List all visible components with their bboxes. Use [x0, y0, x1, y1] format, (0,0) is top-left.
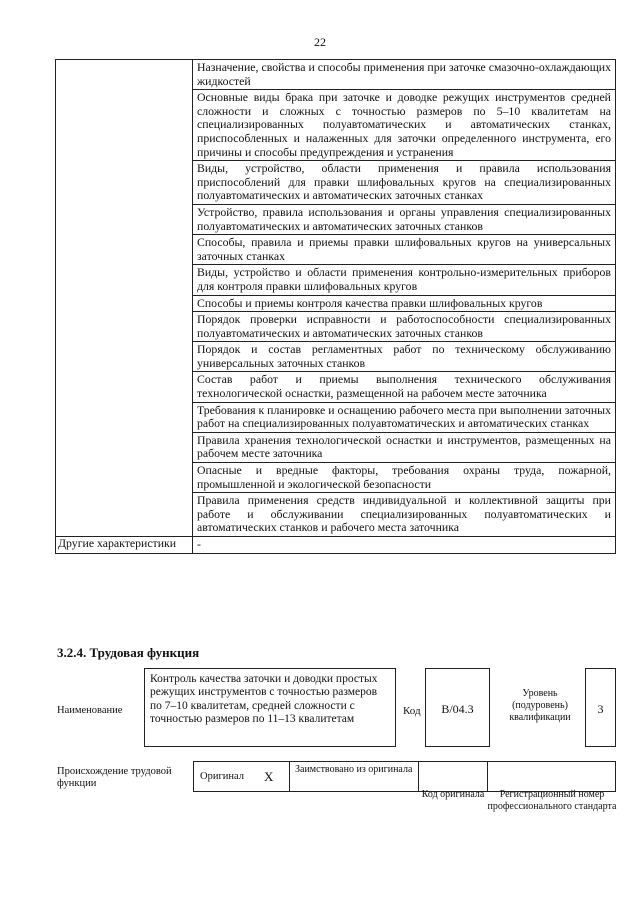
table-row [56, 60, 616, 90]
table-cell: Правила применения средств индивидуальной и коллективной защиты при работе и обслуживании специализированных полуавтоматических и автоматических станков и рабочего места заточника [193, 493, 616, 537]
name-label: Наименование [57, 705, 123, 716]
table-cell: Порядок и состав регламентных работ по техническому обслуживанию универсальных заточных станков [193, 342, 616, 372]
table-cell: Требования к планировке и оснащению рабочего места при выполнении заточных работ на специализированных полуавтоматических и автоматических станках [193, 402, 616, 432]
left-cell-empty [56, 60, 193, 537]
qualification-level-label: Уровень (подуровень) квалификации [509, 688, 571, 723]
table-cell: Опасные и вредные факторы, требования охраны труда, пожарной, промышленной и экологической безопасности [193, 463, 616, 493]
table-cell: Виды, устройство, области применения и правила использования приспособлений для правки шлифовальных кругов на специализированных полуавтоматических и автоматических заточных станках [193, 161, 616, 205]
table-cell: Порядок проверки исправности и работоспособности специализированных полуавтоматических и автоматических заточных станков [193, 312, 616, 342]
function-name-box: Контроль качества заточки и доводки простых режущих инструментов с точностью размеров по 7–10 квалитетам, средней сложности с точностью размеров по 11–13 квалитетам [144, 668, 396, 747]
code-value-box: B/04.3 [425, 668, 490, 747]
code-label: Код [403, 705, 421, 717]
requirements-table [55, 59, 616, 554]
table-cell: Основные виды брака при заточке и доводке режущих инструментов средней сложности и сложных с точностью размеров по 5–10 квалитетам на специализированных полуавтоматических и автоматических станках, приспособленных и налаженных для заточки определенного инструмента, его причины и способы предупреждения и устранения [193, 90, 616, 161]
section-title: 3.2.4. Трудовая функция [57, 645, 200, 660]
code-original-label: Код оригинала [421, 789, 485, 800]
original-label: Оригинал [200, 771, 244, 782]
reg-number-label: Регистрационный номер профессионального стандарта [487, 789, 617, 812]
table-cell: Виды, устройство и области применения контрольно-измерительных приборов для контроля правки шлифовальных кругов [193, 265, 616, 295]
table-cell: Состав работ и приемы выполнения технического обслуживания технологической оснастки, размещенной на рабочем месте заточника [193, 372, 616, 402]
page-number: 22 [314, 35, 326, 49]
code-original-box [418, 761, 488, 792]
origin-label: Происхождение трудовой функции [57, 766, 172, 789]
table-row-other [56, 537, 616, 554]
qualification-level-box: 3 [585, 668, 616, 747]
other-characteristics-value: - [193, 537, 616, 554]
table-cell: Способы и приемы контроля качества правки шлифовальных кругов [193, 295, 616, 312]
table-cell: Назначение, свойства и способы применения при заточке смазочно-охлаждающих жидкостей [193, 60, 616, 90]
original-mark: X [264, 769, 274, 784]
other-characteristics-label: Другие характеристики [56, 537, 193, 554]
original-box [193, 761, 290, 792]
reg-number-box [487, 761, 616, 792]
table-cell: Правила хранения технологической оснастки и инструментов, размещенных на рабочем месте заточника [193, 432, 616, 462]
table-cell: Способы, правила и приемы правки шлифовальных кругов на универсальных заточных станках [193, 235, 616, 265]
borrowed-box: Заимствовано из оригинала [289, 761, 419, 792]
table-cell: Устройство, правила использования и органы управления специализированных полуавтоматических и автоматических заточных станков [193, 204, 616, 234]
